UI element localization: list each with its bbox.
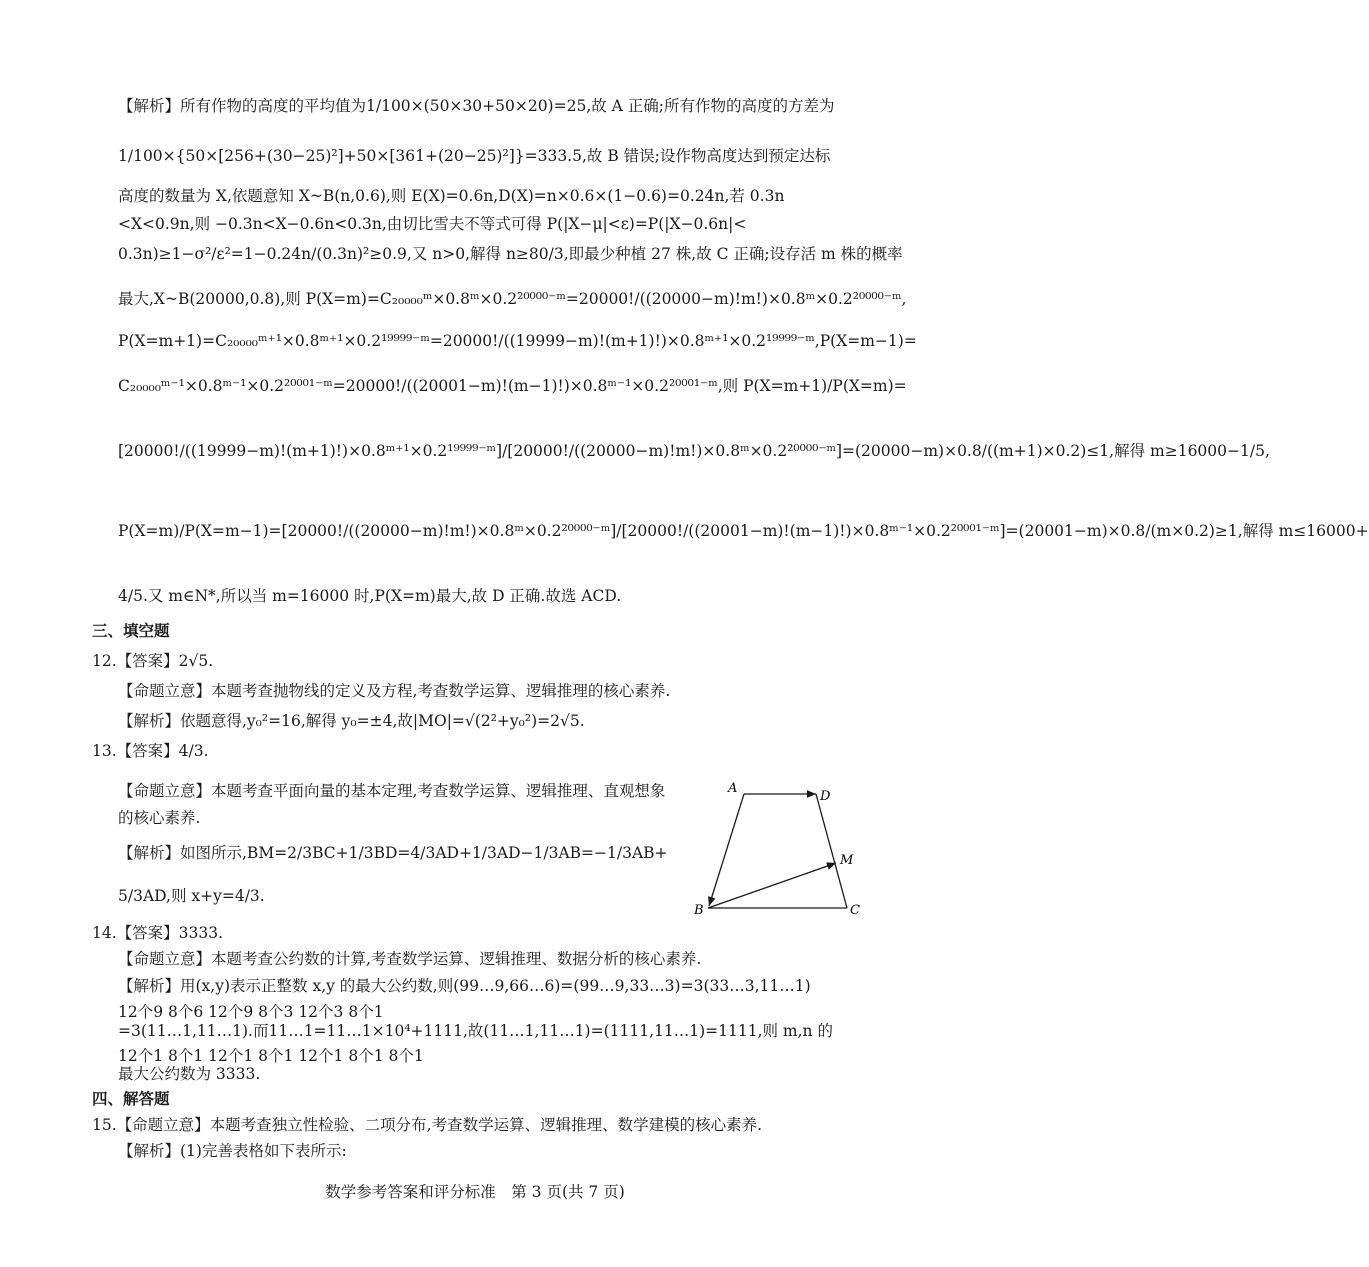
label-d: D	[820, 789, 831, 804]
text-line-l22b: 12个9 8个6 12个9 8个3 12个3 8个1	[118, 1003, 384, 1021]
text-line-l4: <X<0.9n,则 −0.3n<X−0.6n<0.3n,由切比雪夫不等式可得 P(|X−μ|<ε)=P(|X−0.6n|<	[118, 215, 747, 233]
text-line-l6: 最大,X~B(20000,0.8),则 P(X=m)=C₂₀₀₀₀ᵐ×0.8ᵐ×0.2²⁰⁰⁰⁰⁻ᵐ=20000!/((20000−m)!m!)×0.8ᵐ×0.2²⁰⁰⁰⁰⁻ᵐ,	[118, 290, 907, 308]
text-line-l22: 【解析】用(x,y)表示正整数 x,y 的最大公约数,则(99…9,66…6)=(99…9,33…3)=3(33…3,11…1)	[118, 977, 811, 995]
text-line-l13: 【命题立意】本题考查抛物线的定义及方程,考查数学运算、逻辑推理的核心素养.	[118, 682, 671, 700]
text-line-l12: 12.【答案】2√5.	[92, 652, 214, 670]
text-line-l25: 15.【命题立意】本题考查独立性检验、二项分布,考查数学运算、逻辑推理、数学建模的核心素养.	[92, 1116, 763, 1134]
text-line-l26: 【解析】(1)完善表格如下表所示:	[118, 1142, 347, 1160]
text-line-l21: 【命题立意】本题考查公约数的计算,考查数学运算、逻辑推理、数据分析的核心素养.	[118, 950, 702, 968]
text-line-l16: 【命题立意】本题考查平面向量的基本定理,考查数学运算、逻辑推理、直观想象	[118, 782, 666, 800]
text-line-l7: P(X=m+1)=C₂₀₀₀₀ᵐ⁺¹×0.8ᵐ⁺¹×0.2¹⁹⁹⁹⁹⁻ᵐ=20000!/((19999−m)!(m+1)!)×0.8ᵐ⁺¹×0.2¹⁹⁹⁹⁹⁻ᵐ,P(X=m−1)=	[118, 332, 917, 350]
label-a: A	[728, 781, 738, 796]
text-line-l10: P(X=m)/P(X=m−1)=[20000!/((20000−m)!m!)×0.8ᵐ×0.2²⁰⁰⁰⁰⁻ᵐ]/[20000!/((20001−m)!(m−1)!)×0.8ᵐ⁻¹×0.2²⁰⁰⁰¹⁻ᵐ]=(20001−m)×0.8/(m×0.2)≥1,解得 m≤16000+	[118, 522, 1369, 540]
text-line-l23: =3(11…1,11…1).而11…1=11…1×10⁴+1111,故(11…1,11…1)=(1111,11…1)=1111,则 m,n 的	[118, 1022, 833, 1040]
text-line-l17: 的核心素养.	[118, 809, 201, 827]
text-line-l18: 【解析】如图所示,BM=2/3BC+1/3BD=4/3AD+1/3AD−1/3AB=−1/3AB+	[118, 844, 668, 862]
text-line-l24: 最大公约数为 3333.	[118, 1065, 261, 1083]
label-m: M	[840, 853, 854, 868]
text-line-l3: 高度的数量为 X,依题意知 X~B(n,0.6),则 E(X)=0.6n,D(X)=n×0.6×(1−0.6)=0.24n,若 0.3n	[118, 187, 785, 205]
text-line-l14: 【解析】依题意得,y₀²=16,解得 y₀=±4,故|MO|=√(2²+y₀²)=2√5.	[118, 712, 585, 730]
text-line-l1: 【解析】所有作物的高度的平均值为1/100×(50×30+50×20)=25,故 A 正确;所有作物的高度的方差为	[118, 97, 835, 115]
segment-ab	[709, 794, 744, 906]
text-line-l2: 1/100×{50×[256+(30−25)²]+50×[361+(20−25)²]}=333.5,故 B 错误;设作物高度达到预定达标	[118, 147, 831, 165]
text-line-l15: 13.【答案】4/3.	[92, 742, 209, 760]
label-b: B	[694, 903, 704, 918]
text-line-l5: 0.3n)≥1−σ²/ε²=1−0.24n/(0.3n)²≥0.9,又 n>0,解得 n≥80/3,即最少种植 27 株,故 C 正确;设存活 m 株的概率	[118, 245, 903, 263]
text-line-l8: C₂₀₀₀₀ᵐ⁻¹×0.8ᵐ⁻¹×0.2²⁰⁰⁰¹⁻ᵐ=20000!/((20001−m)!(m−1)!)×0.8ᵐ⁻¹×0.2²⁰⁰⁰¹⁻ᵐ,则 P(X=m+1)/P(X=m)=	[118, 377, 907, 395]
label-c: C	[850, 903, 860, 918]
page-footer: 数学参考答案和评分标准 第 3 页(共 7 页)	[325, 1183, 625, 1201]
trapezoid-figure	[694, 780, 870, 920]
text-line-l11: 4/5.又 m∈N*,所以当 m=16000 时,P(X=m)最大,故 D 正确.故选 ACD.	[118, 587, 622, 605]
text-line-l20: 14.【答案】3333.	[92, 924, 224, 942]
text-line-l9: [20000!/((19999−m)!(m+1)!)×0.8ᵐ⁺¹×0.2¹⁹⁹⁹⁹⁻ᵐ]/[20000!/((20000−m)!m!)×0.8ᵐ×0.2²⁰⁰⁰⁰⁻ᵐ]=(20000−m)×0.8/((m+1)×0.2)≤1,解得 m≥16000−1/5,	[118, 442, 1270, 460]
text-line-l19: 5/3AD,则 x+y=4/3.	[118, 887, 265, 905]
vector-bm	[708, 863, 836, 908]
text-line-h1: 三、填空题	[92, 622, 170, 640]
segment-dc	[816, 794, 847, 908]
text-line-h2: 四、解答题	[92, 1090, 170, 1108]
text-line-l23b: 12个1 8个1 12个1 8个1 12个1 8个1 8个1	[118, 1047, 424, 1065]
